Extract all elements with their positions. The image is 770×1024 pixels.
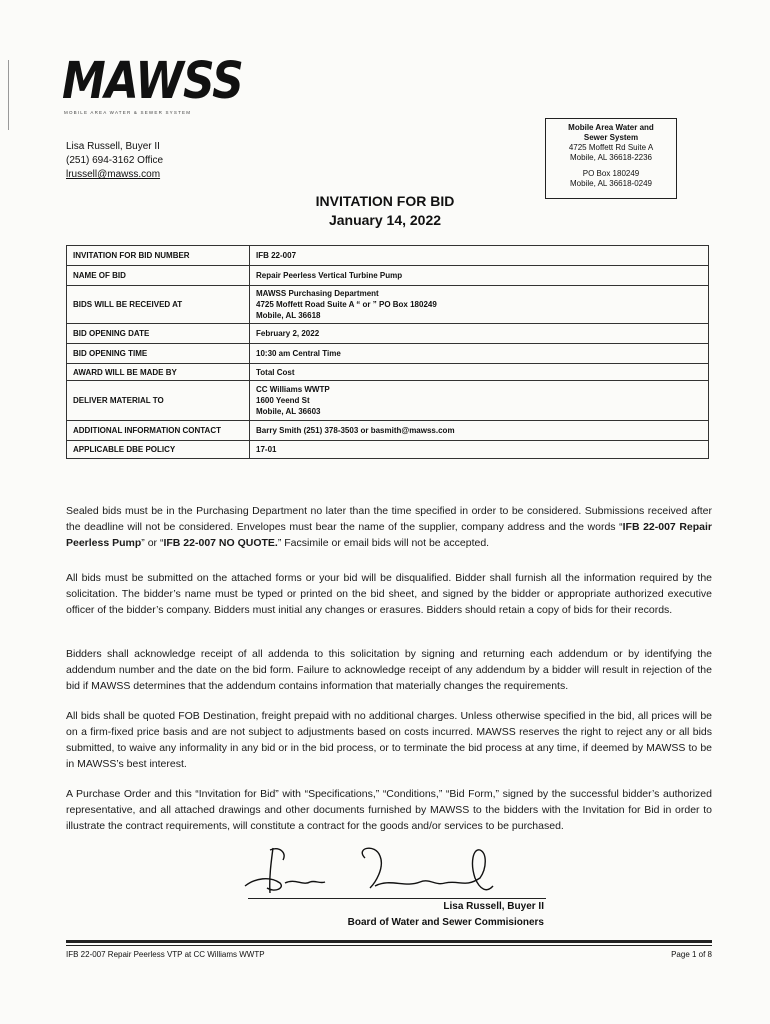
- bid-info-value-line: Total Cost: [256, 367, 295, 377]
- buyer-name: Lisa Russell, Buyer II: [66, 141, 160, 152]
- bid-info-table: [66, 245, 709, 459]
- bid-info-key: BID OPENING TIME: [67, 344, 250, 364]
- bid-info-value-line: Mobile, AL 36603: [256, 407, 321, 416]
- address-city2: Mobile, AL 36618-0249: [570, 179, 652, 188]
- footer-page-number: Page 1 of 8: [671, 950, 712, 959]
- bid-info-value-line: 10:30 am Central Time: [256, 349, 341, 358]
- mawss-logo: [62, 52, 243, 122]
- bid-info-value-line: IFB 22-007: [256, 251, 297, 260]
- bid-info-value: [250, 441, 709, 459]
- bid-info-key: BIDS WILL BE RECEIVED AT: [67, 286, 250, 324]
- bid-info-row: [67, 344, 709, 364]
- bid-info-key: APPLICABLE DBE POLICY: [67, 441, 250, 459]
- bid-info-value-line: 17-01: [256, 445, 277, 454]
- signer-name: Lisa Russell, Buyer II: [443, 901, 544, 912]
- address-city1: Mobile, AL 36618-2236: [570, 153, 652, 162]
- signer-title: Board of Water and Sewer Commisioners: [347, 917, 544, 928]
- signature-line: [248, 898, 546, 899]
- bid-info-row: [67, 421, 709, 441]
- bid-info-key: AWARD WILL BE MADE BY: [67, 364, 250, 381]
- bid-info-value: [250, 324, 709, 344]
- bid-info-key: ADDITIONAL INFORMATION CONTACT: [67, 421, 250, 441]
- p1-bold-b: IFB 22-007 NO QUOTE.: [163, 537, 278, 549]
- bid-info-row: [67, 246, 709, 266]
- scan-margin-mark: [8, 60, 9, 130]
- bid-info-value-line: 4725 Moffett Road Suite A “ or ” PO Box 180249: [256, 300, 437, 309]
- footer-rule-thin: [66, 945, 712, 946]
- address-box: [545, 118, 677, 199]
- footer-rule: [66, 940, 712, 943]
- bid-info-value: [250, 364, 709, 381]
- footer-document-ref: IFB 22-007 Repair Peerless VTP at CC Williams WWTP: [66, 950, 265, 959]
- buyer-email-link[interactable]: lrussell@mawss.com: [66, 169, 161, 180]
- bid-info-key: BID OPENING DATE: [67, 324, 250, 344]
- document-date: January 14, 2022: [328, 212, 442, 228]
- bid-info-value: [250, 381, 709, 421]
- bid-info-row: [67, 324, 709, 344]
- bid-info-key: DELIVER MATERIAL TO: [67, 381, 250, 421]
- buyer-phone: (251) 694-3162 Office: [66, 155, 164, 166]
- bid-info-value-line: Mobile, AL 36618: [256, 311, 321, 320]
- handwritten-signature: [225, 838, 555, 900]
- logo-wordmark: MAWSS: [62, 52, 243, 111]
- bid-info-key: NAME OF BID: [67, 266, 250, 286]
- bid-info-value: [250, 246, 709, 266]
- bid-info-row: [67, 381, 709, 421]
- bid-info-value-line: February 2, 2022: [256, 329, 320, 338]
- bid-info-value: [250, 286, 709, 324]
- buyer-contact: [66, 140, 163, 182]
- p1-bold-a: IFB 22-007 Repair Peerless Pump: [66, 521, 712, 549]
- bid-info-row: [67, 266, 709, 286]
- bid-info-value-line: MAWSS Purchasing Department: [256, 289, 379, 298]
- bid-info-value-line: Repair Peerless Vertical Turbine Pump: [256, 271, 403, 280]
- paragraph-fob: All bids shall be quoted FOB Destination, freight prepaid with no additional charges. Unless otherwise specified in the bid, all prices will be on a firm-fixed price basis and are not subject to adjustments based on costs incurred. MAWSS reserves the right to reject any or all bids submitted, to waive any informality in any bid or in the bid process, or to terminate the bid process at any time, if deemed by MAWSS to be in MAWSS’s best interest.: [66, 710, 712, 770]
- bid-info-value-line: Barry Smith (251) 378-3503 or basmith@mawss.com: [256, 426, 455, 435]
- document-title: INVITATION FOR BID: [315, 193, 455, 209]
- p1-text-a: Sealed bids must be in the Purchasing Department no later than the time specified in order to be considered. Submissions received after the deadline will not be considered. Envelopes must bear the name of the supplier, company address and the words “: [66, 505, 712, 533]
- paragraph-sealed-bids: [66, 503, 712, 551]
- p1-text-c: ” Facsimile or email bids will not be accepted.: [277, 537, 490, 549]
- p1-text-b: ” or “: [141, 537, 164, 549]
- paragraph-addenda: Bidders shall acknowledge receipt of all addenda to this solicitation by signing and returning each addendum or by identifying the addendum number and the date on the bid form. Failure to acknowledge receipt of any addendum by a bidder will result in rejection of the bid if MAWSS determines that the addendum contains information that materially changes the requirements.: [66, 648, 712, 692]
- address-org-line1: Mobile Area Water and: [568, 123, 654, 132]
- address-pobox: PO Box 180249: [582, 169, 640, 178]
- bid-info-value: [250, 344, 709, 364]
- address-street: 4725 Moffett Rd Suite A: [568, 143, 654, 152]
- bid-info-row: [67, 286, 709, 324]
- bid-info-row: [67, 441, 709, 459]
- logo-tagline: MOBILE AREA WATER & SEWER SYSTEM: [64, 110, 192, 115]
- bid-info-value-line: CC Williams WWTP: [256, 385, 330, 394]
- bid-info-key: INVITATION FOR BID NUMBER: [67, 246, 250, 266]
- bid-info-row: [67, 364, 709, 381]
- bid-info-value: [250, 266, 709, 286]
- bid-info-value: [250, 421, 709, 441]
- paragraph-forms: All bids must be submitted on the attached forms or your bid will be disqualified. Bidder shall furnish all the information required by the solicitation. The bidder’s name must be typed or printed on the bid sheet, and signed by the bidder or appropriate authorized executive officer of the bidder’s company. Bidders must initial any changes or erasures. Bidders should retain a copy of bids for their records.: [66, 572, 712, 616]
- address-org-line2: Sewer System: [583, 133, 639, 142]
- bid-info-value-line: 1600 Yeend St: [256, 396, 310, 405]
- paragraph-purchase-order: A Purchase Order and this “Invitation for Bid” with “Specifications,” “Conditions,” “Bid Form,” signed by the successful bidder’s authorized representative, and all attached drawings and other documents furnished by MAWSS to the bidders with the Invitation for Bid in order to illustrate the contract requirements, will constitute a contract for the goods and/or services to be purchased.: [66, 788, 712, 832]
